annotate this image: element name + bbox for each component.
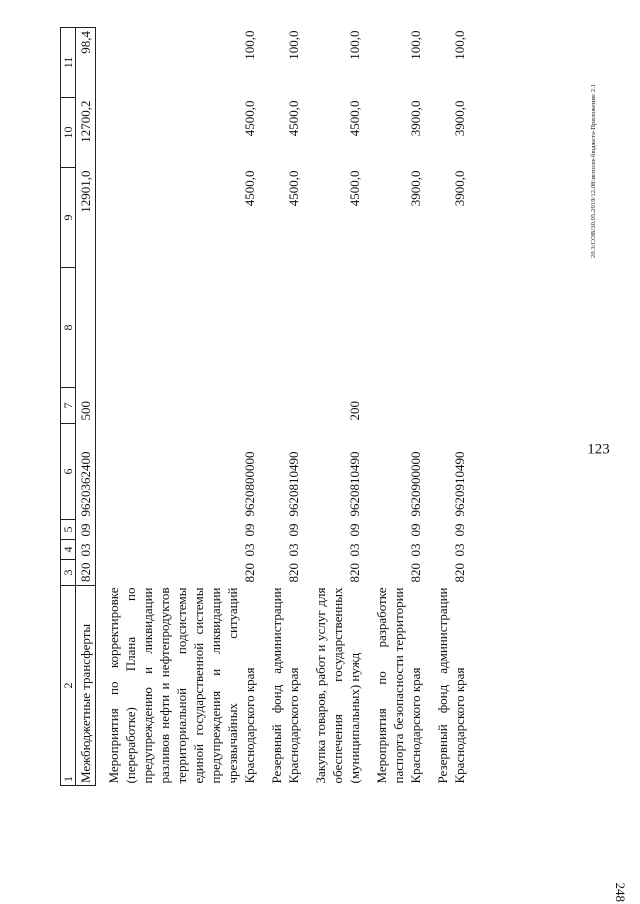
spacer-cell: [96, 28, 105, 786]
header-cell-9: 9: [61, 168, 76, 268]
table-body: [61, 28, 470, 786]
cell-c7: [267, 388, 303, 424]
spacer-cell: [364, 28, 372, 786]
cell-c8: [372, 268, 425, 388]
corner-page-number: 248: [613, 882, 628, 902]
cell-c10: 4500,0: [347, 100, 362, 137]
table-row: [311, 28, 364, 786]
cell-c9: 3900,0: [408, 170, 423, 207]
table-header-row: [61, 28, 76, 786]
cell-c3: 820: [76, 560, 96, 586]
cell-c3: 820: [286, 563, 301, 583]
cell-c7: [372, 388, 425, 424]
table-row: [433, 28, 469, 786]
cell-c5: 09: [286, 523, 301, 537]
row-spacer: [303, 28, 311, 786]
header-cell-6: 6: [61, 424, 76, 520]
header-cell-4: 4: [61, 540, 76, 560]
cell-c10: 3900,0: [408, 100, 423, 137]
cell-c10: 4500,0: [242, 100, 257, 137]
cell-c11: 100,0: [452, 30, 467, 60]
cell-c7: [104, 388, 259, 424]
cell-c11: 100,0: [286, 30, 301, 60]
cell-c9: 4500,0: [242, 170, 257, 207]
header-cell-3: 3: [61, 560, 76, 586]
row-description: Резервный фонд администрации Краснодарского края: [435, 587, 467, 784]
cell-c3: 820: [452, 563, 467, 583]
cell-c3: 820: [408, 563, 423, 583]
row-spacer: [259, 28, 267, 786]
cell-c5: 09: [242, 523, 257, 537]
table-row: [76, 28, 96, 786]
cell-c4: 03: [408, 543, 423, 557]
cell-c9: 3900,0: [452, 170, 467, 207]
cell-c8: [433, 268, 469, 388]
footer-file-path: 20.3/СОВ/30.05.2019/12.08/исполн-бюджета-Приложение 2.1: [590, 83, 597, 258]
header-label: 2: [61, 682, 75, 689]
cell-c6: 9620910490: [452, 451, 467, 517]
cell-c4: 03: [76, 540, 96, 560]
header-cell-7: 7: [61, 388, 76, 424]
page-number: 123: [587, 441, 610, 458]
cell-c6: 9620800000: [242, 451, 257, 517]
header-cell-5: 5: [61, 520, 76, 540]
spacer-cell: [303, 28, 311, 786]
cell-c7: 200: [347, 401, 362, 421]
row-spacer: [96, 28, 105, 786]
cell-c11: 100,0: [408, 30, 423, 60]
cell-c6: 9620362400: [76, 424, 96, 520]
header-cell-8: 8: [61, 268, 76, 388]
table-row: [372, 28, 425, 786]
cell-c4: 03: [347, 543, 362, 557]
row-description: Межбюджетные трансферты: [76, 586, 96, 786]
row-description: Мероприятия по корректировке (переработке) Плана по предупреждению и ликвидации разливов нефти и нефтепродуктов территориальной подсистемы единой государственной системы предупреждения и ликвидации чрезвычайных ситуаций Краснодарского края: [106, 587, 257, 784]
cell-c3: 820: [347, 563, 362, 583]
cell-c7: 500: [76, 388, 96, 424]
cell-c9: 4500,0: [347, 170, 362, 207]
table-row: [104, 28, 259, 786]
cell-c10: 12700,2: [76, 98, 96, 168]
cell-c11: 98,4: [76, 28, 96, 98]
cell-c9: 4500,0: [286, 170, 301, 207]
cell-c8: [311, 268, 364, 388]
cell-c5: 09: [408, 523, 423, 537]
cell-c5: 09: [76, 520, 96, 540]
row-spacer: [425, 28, 433, 786]
budget-table: [60, 27, 469, 786]
cell-c8: [104, 268, 259, 388]
row-spacer: [364, 28, 372, 786]
header-cell-11: 11: [61, 28, 76, 98]
cell-c5: 09: [452, 523, 467, 537]
header-cell-1-2: [61, 586, 76, 786]
cell-c10: 4500,0: [286, 100, 301, 137]
cell-c10: 3900,0: [452, 100, 467, 137]
cell-c4: 03: [452, 543, 467, 557]
cell-c9: 12901,0: [76, 168, 96, 268]
cell-c7: [433, 388, 469, 424]
cell-c8: [76, 268, 96, 388]
header-label: 1: [61, 776, 75, 782]
cell-c3: 820: [242, 563, 257, 583]
row-description: Резервный фонд администрации Краснодарского края: [269, 587, 301, 784]
cell-c11: 100,0: [242, 30, 257, 60]
table-row: [267, 28, 303, 786]
spacer-cell: [259, 28, 267, 786]
spacer-cell: [425, 28, 433, 786]
cell-c11: 100,0: [347, 30, 362, 60]
row-description: Закупка товаров, работ и услуг для обеспечения государственных (муниципальных) нужд: [313, 587, 362, 784]
row-description: Мероприятия по разработке паспорта безопасности территории Краснодарского края: [374, 587, 423, 784]
cell-c4: 03: [286, 543, 301, 557]
cell-c4: 03: [242, 543, 257, 557]
header-cell-10: 10: [61, 98, 76, 168]
cell-c6: 9620900000: [408, 451, 423, 517]
cell-c8: [267, 268, 303, 388]
cell-c6: 9620810490: [286, 451, 301, 517]
cell-c5: 09: [347, 523, 362, 537]
cell-c6: 9620810490: [347, 451, 362, 517]
